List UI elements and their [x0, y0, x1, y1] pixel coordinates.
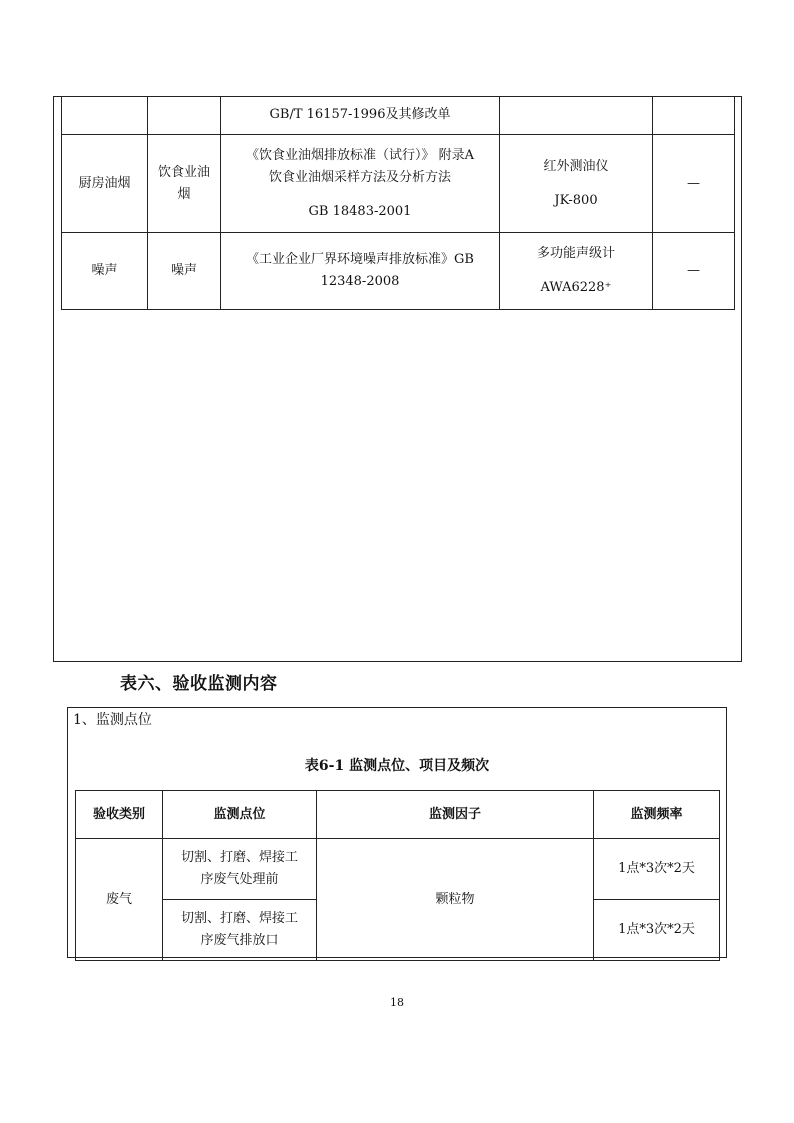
category-cell: 废气	[76, 839, 163, 961]
note-cell: —	[653, 233, 735, 310]
item-cell: 饮食业油 烟	[148, 135, 221, 233]
table-row	[62, 135, 735, 233]
standard-cell: GB/T 16157-1996及其修改单	[221, 96, 500, 135]
header-frequency: 监测频率	[594, 791, 720, 839]
item-cell	[148, 96, 221, 135]
point-cell: 切割、打磨、焊接工 序废气排放口	[163, 900, 317, 961]
header-factor: 监测因子	[317, 791, 594, 839]
frequency-cell: 1点*3次*2天	[594, 839, 720, 900]
note-cell	[653, 96, 735, 135]
point-cell: 切割、打磨、焊接工 序废气处理前	[163, 839, 317, 900]
note-cell: —	[653, 135, 735, 233]
standard-cell: 《工业企业厂界环境噪声排放标准》GB 12348-2008	[221, 233, 500, 310]
table-row	[76, 839, 720, 900]
standard-cell: 《饮食业油烟排放标准（试行）》 附录A 饮食业油烟采样方法及分析方法 GB 18483-2001	[221, 135, 500, 233]
header-point: 监测点位	[163, 791, 317, 839]
table-row	[62, 233, 735, 310]
instrument-cell	[500, 96, 653, 135]
instrument-cell: 红外测油仪 JK-800	[500, 135, 653, 233]
header-category: 验收类别	[76, 791, 163, 839]
factor-cell: 颗粒物	[317, 839, 594, 961]
category-cell: 噪声	[62, 233, 148, 310]
category-cell	[62, 96, 148, 135]
standards-table	[61, 96, 735, 310]
table-row	[62, 96, 735, 135]
instrument-cell: 多功能声级计 AWA6228⁺	[500, 233, 653, 310]
frequency-cell: 1点*3次*2天	[594, 900, 720, 961]
table-title: 表6-1 监测点位、项目及频次	[304, 758, 490, 774]
subsection-title: 1、监测点位	[73, 712, 152, 728]
category-cell: 厨房油烟	[62, 135, 148, 233]
section-title: 表六、验收监测内容	[120, 674, 278, 694]
monitor-table	[75, 790, 720, 961]
table-header-row	[76, 791, 720, 839]
item-cell: 噪声	[148, 233, 221, 310]
page-number: 18	[390, 996, 404, 1009]
